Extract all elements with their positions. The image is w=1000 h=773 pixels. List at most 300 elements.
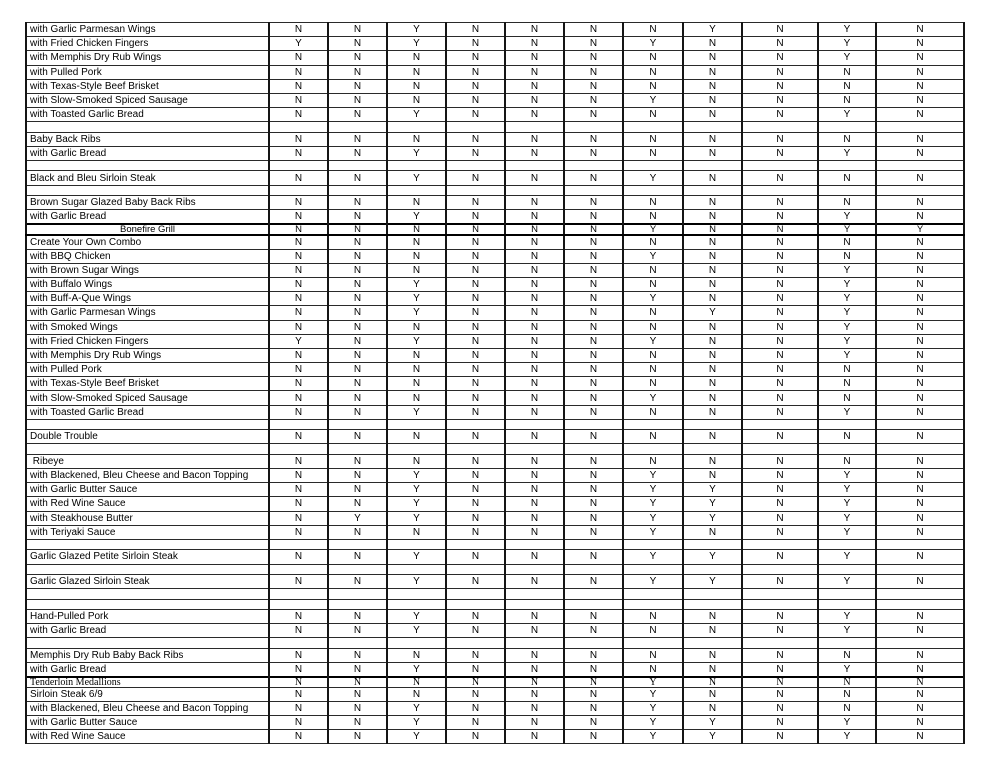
item-name-cell: with Blackened, Bleu Cheese and Bacon Topping [26, 701, 269, 715]
allergen-value-cell [683, 185, 742, 195]
allergen-value-cell: N [269, 730, 328, 744]
item-name-cell: Tenderloin Medallions [26, 677, 269, 688]
allergen-value-cell: Y [818, 292, 876, 306]
allergen-value-cell: N [742, 624, 818, 638]
allergen-value-cell [328, 444, 387, 454]
allergen-value-cell [387, 638, 446, 648]
allergen-value-cell [446, 444, 505, 454]
allergen-value-cell: N [328, 51, 387, 65]
allergen-value-cell: N [876, 701, 964, 715]
allergen-value-cell: N [328, 377, 387, 391]
allergen-value-cell: N [876, 249, 964, 263]
menu-item-row [26, 348, 964, 362]
allergen-value-cell: N [505, 677, 564, 688]
allergen-value-cell: Y [818, 37, 876, 51]
allergen-value-cell [564, 161, 623, 171]
allergen-value-cell: N [446, 210, 505, 224]
item-name-cell: Bonefire Grill [26, 224, 269, 235]
allergen-value-cell: N [328, 263, 387, 277]
item-name-cell: with Teriyaki Sauce [26, 525, 269, 539]
allergen-value-cell: N [269, 550, 328, 564]
allergen-value-cell: N [446, 662, 505, 676]
allergen-value-cell: N [446, 701, 505, 715]
item-name-cell: Sirloin Steak 6/9 [26, 687, 269, 701]
allergen-value-cell: N [328, 93, 387, 107]
item-name-cell: with Slow-Smoked Spiced Sausage [26, 93, 269, 107]
allergen-value-cell: N [269, 483, 328, 497]
item-name-cell [26, 539, 269, 549]
allergen-value-cell: N [446, 334, 505, 348]
allergen-value-cell: N [387, 687, 446, 701]
allergen-value-cell [683, 638, 742, 648]
allergen-value-cell: N [564, 65, 623, 79]
allergen-value-cell: N [623, 65, 683, 79]
spacer-row [26, 419, 964, 429]
allergen-value-cell: N [683, 430, 742, 444]
allergen-value-cell: N [742, 715, 818, 729]
allergen-value-cell: N [742, 363, 818, 377]
allergen-value-cell: N [505, 377, 564, 391]
allergen-value-cell: N [876, 715, 964, 729]
allergen-value-cell: N [328, 210, 387, 224]
allergen-value-cell [818, 539, 876, 549]
allergen-value-cell: Y [818, 730, 876, 744]
allergen-value-cell: Y [623, 730, 683, 744]
allergen-value-cell [505, 161, 564, 171]
spacer-row [26, 564, 964, 574]
allergen-value-cell: N [269, 65, 328, 79]
allergen-value-cell: N [446, 648, 505, 662]
allergen-value-cell: N [876, 624, 964, 638]
allergen-value-cell: N [446, 391, 505, 405]
allergen-value-cell: N [446, 430, 505, 444]
allergen-value-cell: N [564, 263, 623, 277]
allergen-value-cell: N [564, 348, 623, 362]
item-name-cell: with Steakhouse Butter [26, 511, 269, 525]
allergen-value-cell: N [623, 146, 683, 160]
allergen-value-cell: N [269, 469, 328, 483]
allergen-value-cell: N [328, 65, 387, 79]
allergen-value-cell: N [446, 196, 505, 210]
allergen-value-cell: N [742, 454, 818, 468]
allergen-value-cell: N [876, 146, 964, 160]
allergen-value-cell: N [564, 277, 623, 291]
allergen-value-cell: Y [818, 320, 876, 334]
allergen-value-cell: Y [623, 391, 683, 405]
allergen-value-cell: Y [623, 550, 683, 564]
allergen-value-cell: N [269, 715, 328, 729]
item-name-cell: with Garlic Butter Sauce [26, 483, 269, 497]
allergen-value-cell: Y [387, 334, 446, 348]
allergen-value-cell: N [564, 430, 623, 444]
item-name-cell: with Red Wine Sauce [26, 497, 269, 511]
allergen-value-cell [742, 185, 818, 195]
allergen-value-cell [818, 161, 876, 171]
allergen-value-cell: N [446, 65, 505, 79]
menu-item-row [26, 609, 964, 623]
allergen-value-cell: N [269, 391, 328, 405]
allergen-value-cell: N [328, 648, 387, 662]
allergen-value-cell: Y [387, 715, 446, 729]
allergen-value-cell: N [876, 363, 964, 377]
allergen-value-cell: N [564, 108, 623, 122]
allergen-value-cell: N [876, 348, 964, 362]
allergen-value-cell: N [269, 292, 328, 306]
allergen-value-cell [818, 185, 876, 195]
allergen-value-cell: N [269, 497, 328, 511]
allergen-value-cell [387, 419, 446, 429]
allergen-value-cell: Y [387, 108, 446, 122]
menu-item-row [26, 108, 964, 122]
allergen-value-cell: N [876, 405, 964, 419]
allergen-value-cell [623, 589, 683, 599]
allergen-value-cell: N [328, 224, 387, 235]
allergen-value-cell: N [876, 93, 964, 107]
allergen-value-cell: Y [387, 662, 446, 676]
allergen-value-cell: N [742, 196, 818, 210]
item-name-cell: Black and Bleu Sirloin Steak [26, 171, 269, 185]
menu-item-row [26, 511, 964, 525]
allergen-value-cell: Y [818, 525, 876, 539]
item-name-cell: Ribeye [26, 454, 269, 468]
allergen-matrix-table [25, 22, 965, 744]
allergen-value-cell [387, 185, 446, 195]
allergen-value-cell: N [505, 648, 564, 662]
allergen-value-cell: N [683, 292, 742, 306]
allergen-value-cell: N [623, 132, 683, 146]
allergen-value-cell: N [623, 648, 683, 662]
allergen-value-cell: Y [683, 550, 742, 564]
allergen-value-cell [818, 564, 876, 574]
allergen-value-cell: N [683, 108, 742, 122]
allergen-value-cell: N [446, 574, 505, 588]
allergen-value-cell: N [505, 574, 564, 588]
allergen-value-cell: N [683, 132, 742, 146]
menu-item-row [26, 574, 964, 588]
allergen-value-cell: N [387, 224, 446, 235]
allergen-value-cell: N [683, 469, 742, 483]
menu-item-row [26, 730, 964, 744]
allergen-value-cell: N [505, 609, 564, 623]
allergen-value-cell [623, 161, 683, 171]
allergen-value-cell: N [876, 525, 964, 539]
allergen-value-cell: N [818, 677, 876, 688]
allergen-value-cell [505, 599, 564, 609]
allergen-value-cell [387, 599, 446, 609]
allergen-value-cell: N [505, 210, 564, 224]
allergen-value-cell: N [446, 224, 505, 235]
allergen-value-cell: Y [387, 574, 446, 588]
allergen-value-cell: Y [818, 574, 876, 588]
allergen-value-cell: N [564, 249, 623, 263]
allergen-value-cell [446, 539, 505, 549]
menu-item-row [26, 648, 964, 662]
allergen-value-cell: N [505, 132, 564, 146]
allergen-value-cell: N [742, 701, 818, 715]
menu-item-row [26, 430, 964, 444]
allergen-value-cell: N [564, 132, 623, 146]
allergen-value-cell: N [269, 405, 328, 419]
allergen-value-cell: N [818, 363, 876, 377]
allergen-value-cell: Y [623, 37, 683, 51]
allergen-value-cell: N [742, 609, 818, 623]
allergen-value-cell [876, 185, 964, 195]
allergen-value-cell [446, 185, 505, 195]
allergen-value-cell: N [564, 292, 623, 306]
allergen-value-cell: N [742, 292, 818, 306]
item-name-cell [26, 564, 269, 574]
allergen-value-cell: Y [387, 405, 446, 419]
item-name-cell [26, 161, 269, 171]
item-name-cell: with Toasted Garlic Bread [26, 108, 269, 122]
allergen-value-cell: N [446, 624, 505, 638]
allergen-value-cell: Y [623, 574, 683, 588]
allergen-value-cell: Y [818, 405, 876, 419]
allergen-value-cell: N [328, 320, 387, 334]
allergen-value-cell: N [564, 701, 623, 715]
item-name-cell: with Garlic Bread [26, 146, 269, 160]
allergen-value-cell: N [269, 249, 328, 263]
allergen-value-cell: N [742, 483, 818, 497]
allergen-value-cell: N [446, 469, 505, 483]
allergen-value-cell: N [328, 108, 387, 122]
allergen-value-cell: Y [818, 497, 876, 511]
allergen-value-cell: N [505, 263, 564, 277]
allergen-value-cell: N [328, 730, 387, 744]
item-name-cell: with Toasted Garlic Bread [26, 405, 269, 419]
allergen-value-cell: N [623, 320, 683, 334]
allergen-value-cell: Y [387, 277, 446, 291]
allergen-value-cell: N [683, 348, 742, 362]
menu-item-row [26, 363, 964, 377]
item-name-cell: with Fried Chicken Fingers [26, 334, 269, 348]
allergen-value-cell: N [387, 377, 446, 391]
allergen-value-cell: N [328, 391, 387, 405]
allergen-value-cell: N [623, 23, 683, 37]
allergen-value-cell [269, 419, 328, 429]
allergen-value-cell: N [742, 65, 818, 79]
allergen-value-cell: N [505, 497, 564, 511]
allergen-value-cell: N [269, 624, 328, 638]
allergen-value-cell: N [446, 454, 505, 468]
allergen-value-cell: N [269, 263, 328, 277]
allergen-value-cell [876, 564, 964, 574]
allergen-value-cell: N [446, 377, 505, 391]
allergen-value-cell: N [683, 334, 742, 348]
allergen-value-cell: N [269, 196, 328, 210]
allergen-value-cell [328, 599, 387, 609]
allergen-value-cell: N [446, 687, 505, 701]
allergen-value-cell: N [742, 108, 818, 122]
spacer-row [26, 122, 964, 132]
menu-item-row [26, 483, 964, 497]
allergen-value-cell: N [818, 430, 876, 444]
allergen-value-cell [269, 161, 328, 171]
allergen-value-cell: N [269, 525, 328, 539]
allergen-value-cell: N [564, 662, 623, 676]
allergen-value-cell: N [446, 609, 505, 623]
allergen-value-cell: Y [818, 662, 876, 676]
menu-item-row [26, 79, 964, 93]
menu-item-row [26, 497, 964, 511]
allergen-value-cell: N [683, 454, 742, 468]
allergen-value-cell: Y [387, 483, 446, 497]
allergen-value-cell: N [683, 525, 742, 539]
allergen-value-cell [742, 599, 818, 609]
allergen-value-cell [683, 539, 742, 549]
allergen-value-cell: N [623, 306, 683, 320]
allergen-value-cell [387, 122, 446, 132]
allergen-value-cell: N [328, 687, 387, 701]
item-name-cell: with Memphis Dry Rub Wings [26, 348, 269, 362]
allergen-value-cell: Y [269, 37, 328, 51]
allergen-value-cell: N [446, 79, 505, 93]
allergen-value-cell: N [505, 334, 564, 348]
allergen-value-cell: N [683, 171, 742, 185]
allergen-value-cell: Y [623, 224, 683, 235]
allergen-value-cell: N [505, 511, 564, 525]
allergen-value-cell: N [505, 51, 564, 65]
allergen-value-cell: N [876, 79, 964, 93]
allergen-value-cell: N [505, 624, 564, 638]
allergen-value-cell: N [818, 249, 876, 263]
allergen-value-cell: N [328, 550, 387, 564]
allergen-value-cell: N [446, 93, 505, 107]
allergen-value-cell [505, 122, 564, 132]
allergen-value-cell [876, 444, 964, 454]
allergen-value-cell: N [446, 525, 505, 539]
allergen-value-cell: N [564, 334, 623, 348]
allergen-value-cell: N [387, 93, 446, 107]
allergen-value-cell: Y [683, 715, 742, 729]
allergen-value-cell [269, 589, 328, 599]
allergen-value-cell: Y [818, 609, 876, 623]
allergen-value-cell: N [564, 648, 623, 662]
allergen-value-cell: N [328, 609, 387, 623]
allergen-value-cell: N [564, 550, 623, 564]
allergen-value-cell: N [876, 108, 964, 122]
allergen-value-cell [269, 564, 328, 574]
allergen-value-cell: N [683, 391, 742, 405]
allergen-value-cell [623, 539, 683, 549]
allergen-value-cell: N [505, 430, 564, 444]
allergen-value-cell [683, 161, 742, 171]
allergen-value-cell: N [876, 306, 964, 320]
menu-item-row [26, 377, 964, 391]
allergen-value-cell: Y [387, 37, 446, 51]
allergen-value-cell: N [387, 525, 446, 539]
item-name-cell [26, 419, 269, 429]
menu-item-row [26, 550, 964, 564]
allergen-value-cell: N [269, 348, 328, 362]
allergen-value-cell: N [446, 108, 505, 122]
item-name-cell: with Pulled Pork [26, 363, 269, 377]
allergen-value-cell [876, 122, 964, 132]
allergen-value-cell: N [683, 320, 742, 334]
allergen-value-cell [818, 599, 876, 609]
allergen-value-cell: N [564, 715, 623, 729]
allergen-value-cell: N [818, 687, 876, 701]
spacer-row [26, 185, 964, 195]
allergen-value-cell: Y [818, 146, 876, 160]
allergen-value-cell: N [876, 65, 964, 79]
allergen-value-cell: N [683, 701, 742, 715]
item-name-cell: with Garlic Parmesan Wings [26, 23, 269, 37]
allergen-value-cell: N [387, 648, 446, 662]
allergen-value-cell: N [328, 306, 387, 320]
allergen-value-cell: N [742, 93, 818, 107]
allergen-value-cell: Y [623, 93, 683, 107]
item-name-cell: Double Trouble [26, 430, 269, 444]
allergen-value-cell: N [876, 730, 964, 744]
allergen-value-cell [876, 599, 964, 609]
allergen-value-cell [387, 589, 446, 599]
allergen-value-cell: N [742, 23, 818, 37]
allergen-value-cell: N [269, 235, 328, 249]
allergen-value-cell [818, 122, 876, 132]
allergen-value-cell [742, 419, 818, 429]
allergen-value-cell [683, 419, 742, 429]
allergen-value-cell: N [269, 306, 328, 320]
item-name-cell: Memphis Dry Rub Baby Back Ribs [26, 648, 269, 662]
allergen-value-cell: N [505, 146, 564, 160]
allergen-value-cell: N [623, 196, 683, 210]
allergen-value-cell: N [876, 334, 964, 348]
allergen-value-cell: N [446, 715, 505, 729]
allergen-value-cell: N [742, 511, 818, 525]
allergen-value-cell: Y [623, 687, 683, 701]
allergen-value-cell: N [269, 146, 328, 160]
spacer-row [26, 638, 964, 648]
allergen-value-cell: N [683, 196, 742, 210]
allergen-value-cell: N [446, 146, 505, 160]
allergen-value-cell: N [505, 65, 564, 79]
allergen-value-cell: N [446, 730, 505, 744]
allergen-value-cell: N [328, 662, 387, 676]
allergen-value-cell: N [328, 363, 387, 377]
allergen-value-cell: N [505, 235, 564, 249]
allergen-value-cell [683, 599, 742, 609]
allergen-value-cell: N [876, 210, 964, 224]
allergen-value-cell: N [505, 469, 564, 483]
allergen-value-cell: N [446, 320, 505, 334]
allergen-value-cell: N [818, 196, 876, 210]
item-name-cell [26, 638, 269, 648]
allergen-value-cell: Y [876, 224, 964, 235]
allergen-value-cell: N [683, 363, 742, 377]
allergen-value-cell: N [446, 263, 505, 277]
allergen-value-cell: N [446, 405, 505, 419]
allergen-value-cell [446, 638, 505, 648]
allergen-value-cell [876, 539, 964, 549]
allergen-value-cell: N [564, 609, 623, 623]
menu-item-row [26, 624, 964, 638]
allergen-value-cell: N [505, 348, 564, 362]
allergen-value-cell: N [818, 701, 876, 715]
allergen-value-cell: N [269, 454, 328, 468]
allergen-value-cell: N [742, 377, 818, 391]
allergen-value-cell [564, 539, 623, 549]
allergen-value-cell: N [876, 662, 964, 676]
allergen-value-cell [623, 185, 683, 195]
item-name-cell: with BBQ Chicken [26, 249, 269, 263]
allergen-value-cell: N [742, 334, 818, 348]
allergen-value-cell: N [564, 146, 623, 160]
allergen-value-cell: N [742, 391, 818, 405]
allergen-value-cell: N [446, 363, 505, 377]
allergen-value-cell: Y [387, 730, 446, 744]
menu-item-row [26, 391, 964, 405]
